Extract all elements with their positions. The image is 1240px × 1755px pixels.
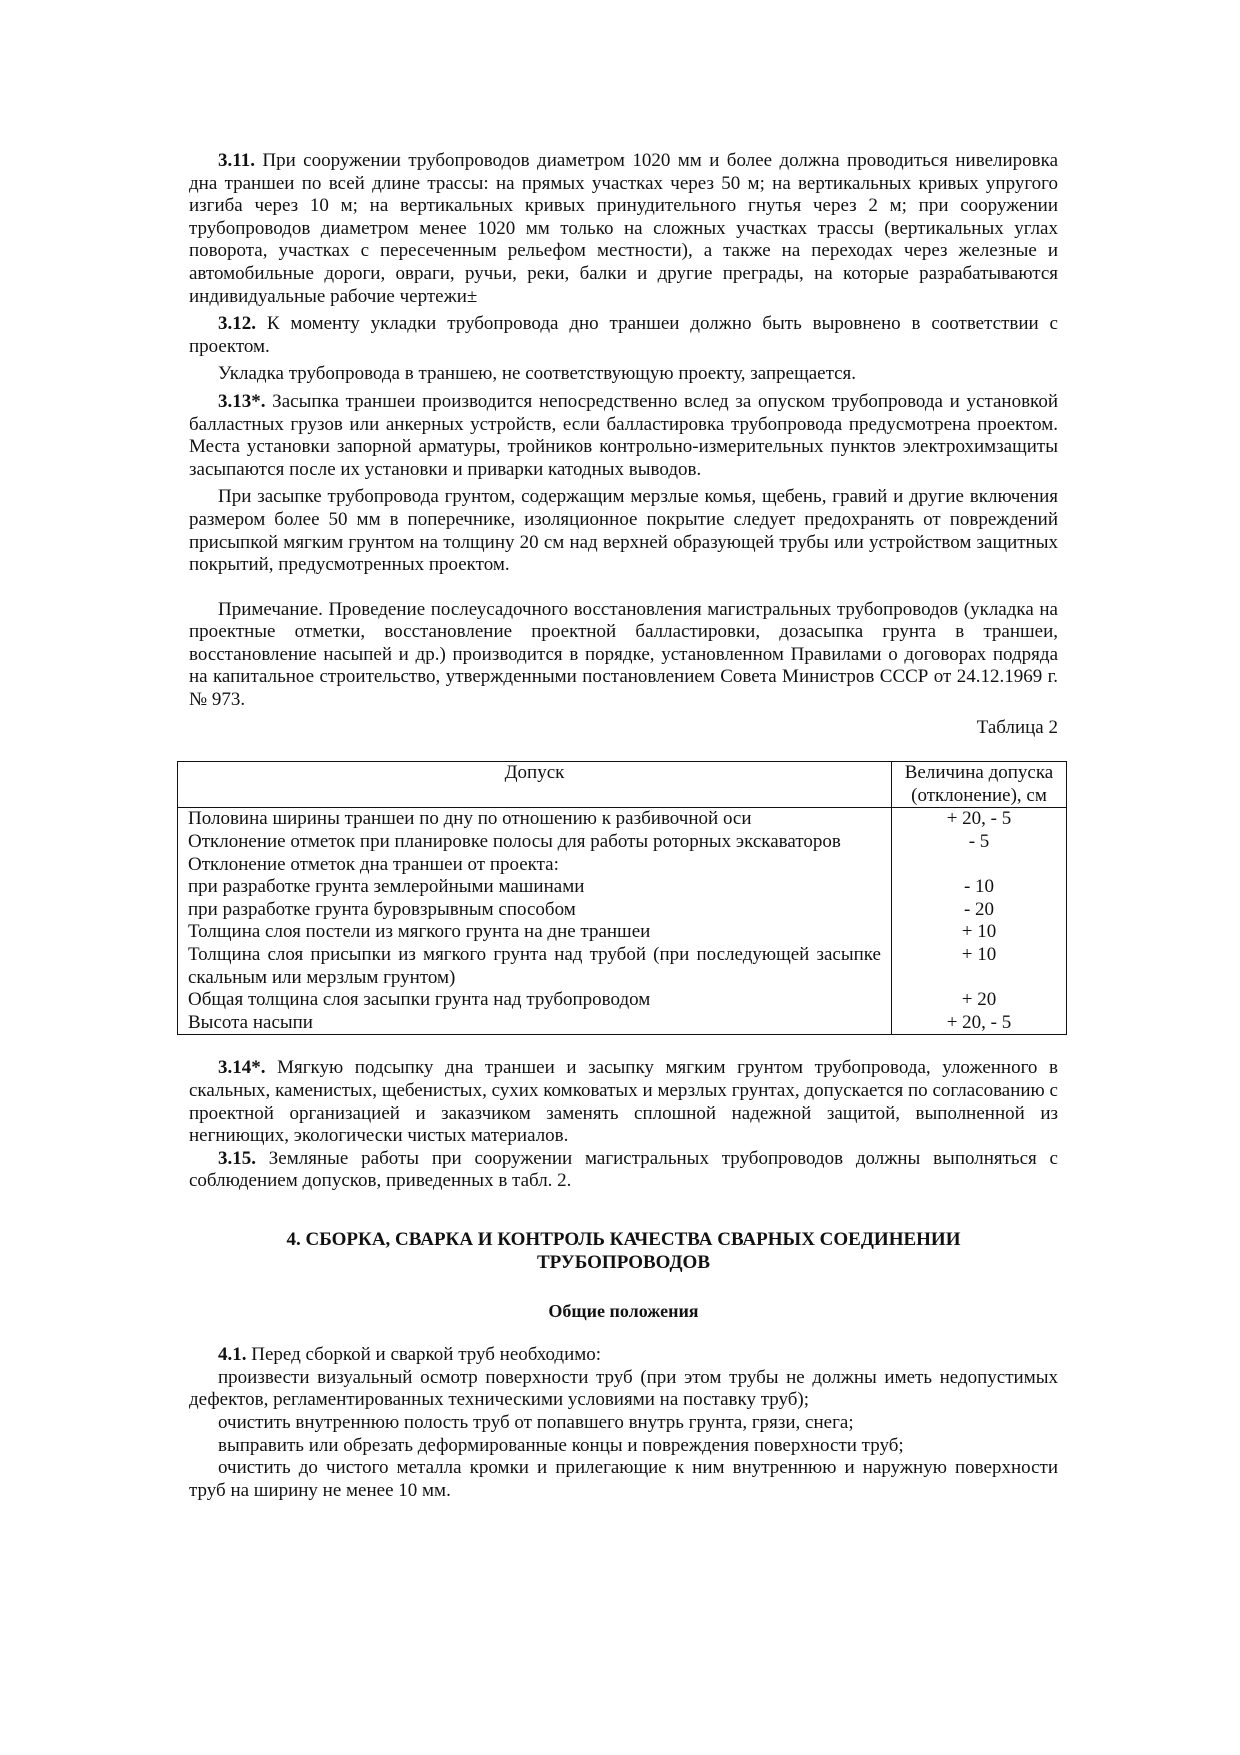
list-item: очистить до чистого металла кромки и прилегающие к ним внутреннюю и наружную поверхности труб на ширину не менее 10 мм.: [189, 1457, 1058, 1501]
header-tolerance: Допуск: [178, 762, 892, 808]
clause-number: 4.1.: [218, 1344, 247, 1366]
paragraph-3-15: [189, 1148, 1058, 1193]
clause-number: 3.13*.: [218, 390, 266, 412]
list-item: выправить или обрезать деформированные концы и повреждения поверхности труб;: [218, 1434, 904, 1456]
paragraph-text: Перед сборкой и сваркой труб необходимо:: [246, 1344, 602, 1366]
paragraph-3-12: [189, 313, 1058, 358]
paragraph-4-1: [189, 1344, 1058, 1367]
paragraph-3-13-cont: При засыпке трубопровода грунтом, содержащим мерзлые комья, щебень, гравий и другие включения размером более 50 мм в поперечнике, изоляционное покрытие следует предохранять от повреждений присыпкой мягким грунтом на толщину 20 см над верхней образующей трубы или устройством защитных покрытий, предусмотренных проектом.: [189, 486, 1058, 576]
table-row: [178, 899, 1067, 922]
paragraph-text: Земляные работы при сооружении магистральных трубопроводов должны выполняться с соблюдением допусков, приведенных в табл. 2.: [189, 1147, 1058, 1192]
document-body: [189, 150, 1058, 1502]
row-value: + 10: [961, 944, 997, 965]
row-value: - 20: [963, 898, 995, 920]
paragraph-text: К моменту укладки трубопровода дно траншеи должно быть выровнено в соответствии с проектом.: [189, 313, 1058, 357]
header-deviation: Величина допуска (отклонение), см: [892, 762, 1067, 808]
row-label: Половина ширины траншеи по дну по отношению к разбивочной оси: [178, 808, 892, 831]
paragraph-text: При сооружении трубопроводов диаметром 1020 мм и более должна проводиться нивелировка дна траншеи по всей длине трассы: на прямых участках через 50 м; на вертикальных кривых упругого изгиба через 10 м; на вертикальных кривых принудительного гнутья через 2 м; при сооружении трубопроводов диаметром менее 1020 мм только на сложных участках трассы (вертикальных углах поворота, участках с пересеченным рельефом местности), а также на переходах через железные и автомобильные дороги, овраги, ручьи, реки, балки и другие преграды, на которые разрабатываются индивидуальные рабочие чертежи±: [189, 150, 1058, 307]
clause-number: 3.11.: [218, 150, 255, 171]
table-header-row: [178, 762, 1067, 808]
row-label: при разработке грунта буровзрывным способом: [178, 899, 892, 922]
paragraph-3-13: [189, 391, 1058, 481]
row-label: Общая толщина слоя засыпки грунта над трубопроводом: [178, 989, 892, 1012]
table-caption: Таблица 2: [976, 716, 1058, 738]
table-row: [178, 808, 1067, 831]
paragraph-3-14: [189, 1057, 1058, 1147]
table-row: [178, 989, 1067, 1012]
table-row: [178, 831, 1067, 854]
row-label: Отклонение отметок дна траншеи от проекта:: [178, 854, 892, 877]
row-value: + 10: [961, 921, 997, 943]
section-4-title: 4. СБОРКА, СВАРКА И КОНТРОЛЬ КАЧЕСТВА СВАРНЫХ СОЕДИНЕНИИ ТРУБОПРОВОДОВ: [286, 1228, 961, 1273]
list-item: очистить внутреннюю полость труб от попавшего внутрь грунта, грязи, снега;: [218, 1411, 854, 1433]
row-label: при разработке грунта землеройными машинами: [178, 876, 892, 899]
row-value: + 20, - 5: [946, 1011, 1012, 1033]
row-label: Толщина слоя присыпки из мягкого грунта над трубой (при последующей засыпке скальным или мерзлым грунтом): [178, 944, 892, 989]
row-label: Отклонение отметок при планировке полосы для работы роторных экскаваторов: [178, 831, 892, 854]
row-value: + 20, - 5: [946, 808, 1012, 830]
tolerance-table: [177, 761, 1067, 1035]
row-label: Толщина слоя постели из мягкого грунта на дне траншеи: [178, 921, 892, 944]
note-paragraph: Примечание. Проведение послеусадочного восстановления магистральных трубопроводов (укладка на проектные отметки, восстановление проектной балластировки, дозасыпка грунта в траншеи, восстановление насыпей и др.) производится в порядке, установленном Правилами о договорах подряда на капитальное строительство, утвержденными постановлением Совета Министров СССР от 24.12.1969 г. № 973.: [189, 598, 1058, 711]
clause-number: 3.12.: [218, 313, 256, 335]
table-row: [178, 921, 1067, 944]
table-row: [178, 1012, 1067, 1035]
section-subtitle: Общие положения: [548, 1301, 699, 1322]
paragraph-3-11: [189, 150, 1058, 308]
list-item: произвести визуальный осмотр поверхности труб (при этом трубы не должны иметь недопустимых дефектов, регламентированных техническими условиями на поставку труб);: [189, 1366, 1058, 1411]
paragraph-text: Засыпка траншеи производится непосредственно вслед за опуском трубопровода и установкой балластных грузов или анкерных устройств, если балластировка трубопровода предусмотрена проектом. Места установки запорной арматуры, тройников контрольно-измерительных пунктов электрохимзащиты засыпаются после их установки и приварки катодных выводов.: [189, 390, 1058, 480]
paragraph-3-12-cont: Укладка трубопровода в траншею, не соответствующую проекту, запрещается.: [218, 363, 857, 385]
table-row: [178, 876, 1067, 899]
clause-number: 3.15.: [218, 1147, 256, 1169]
clause-number: 3.14*.: [218, 1057, 266, 1079]
table-row: [178, 854, 1067, 877]
row-value: - 10: [963, 876, 995, 898]
table-row: [178, 944, 1067, 989]
row-value: - 5: [968, 831, 990, 853]
row-label: Высота насыпи: [178, 1012, 892, 1035]
row-value: + 20: [961, 989, 997, 1011]
row-value: [892, 854, 1067, 877]
paragraph-text: Мягкую подсыпку дна траншеи и засыпку мягким грунтом трубопровода, уложенного в скальных, каменистых, щебенистых, сухих комковатых и мерзлых грунтах, допускается по согласованию с проектной организацией и заказчиком заменять сплошной надежной защитой, выполненной из негниющих, экологически чистых материалов.: [189, 1057, 1058, 1147]
